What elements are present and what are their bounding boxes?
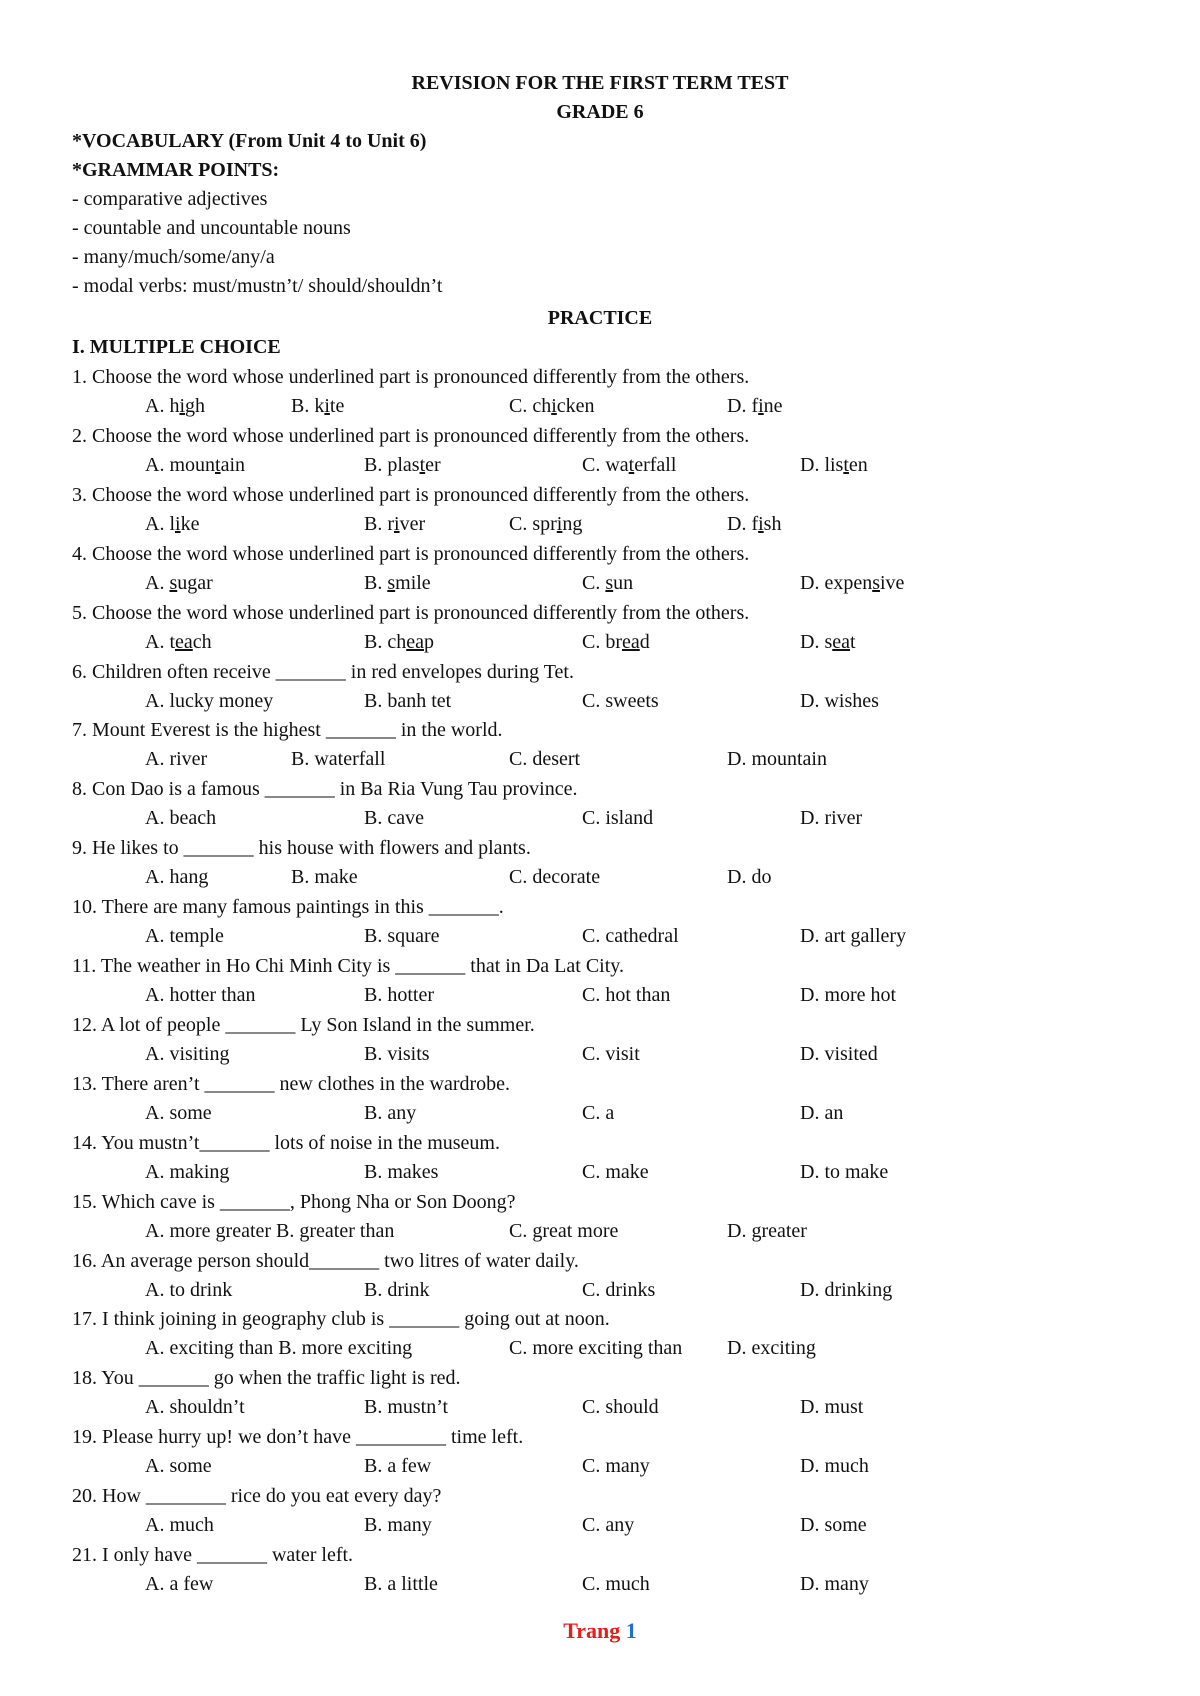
option-text: C. should	[582, 1396, 659, 1419]
option-text: C. decorate	[509, 866, 601, 889]
option-text: B. makes	[364, 1160, 439, 1183]
option-text: t	[850, 630, 856, 653]
option-text: D. s	[800, 630, 833, 653]
answer-option[interactable]	[509, 1337, 682, 1360]
underlined-letters: ea	[175, 630, 193, 653]
answer-option[interactable]	[800, 1455, 869, 1478]
underlined-letters: ea	[622, 630, 640, 653]
answer-option[interactable]	[582, 1573, 650, 1596]
answer-option[interactable]	[364, 1455, 431, 1478]
answer-options	[0, 866, 1200, 892]
answer-options	[0, 1279, 1200, 1305]
option-text: C. drinks	[582, 1278, 656, 1301]
underlined-letters: ea	[406, 630, 424, 653]
grammar-heading: *GRAMMAR POINTS:	[72, 159, 280, 181]
option-text: C. ch	[509, 395, 552, 417]
answer-option[interactable]	[582, 454, 676, 477]
question-text: 11. The weather in Ho Chi Minh City is _______ that in Da Lat City.	[72, 955, 624, 977]
answer-option[interactable]	[364, 1279, 430, 1302]
option-text: C. hot than	[582, 984, 671, 1006]
answer-option[interactable]	[800, 925, 906, 948]
option-text: ugar	[177, 571, 213, 594]
option-text: ver	[399, 512, 426, 535]
option-text: D. many	[800, 1573, 869, 1595]
answer-options	[0, 1043, 1200, 1069]
answer-option[interactable]	[509, 513, 582, 536]
option-text: cken	[556, 395, 595, 417]
answer-option[interactable]	[364, 690, 451, 713]
option-text: A. a few	[145, 1573, 214, 1595]
option-text: A. more greater B. greater than	[145, 1219, 395, 1242]
option-text: B. make	[291, 866, 358, 889]
option-text: ne	[763, 395, 783, 417]
option-text: D. some	[800, 1514, 867, 1537]
answer-option[interactable]	[364, 1161, 438, 1184]
option-text: A. beach	[145, 807, 217, 830]
option-text: ch	[192, 630, 212, 653]
option-text: C. br	[582, 630, 622, 653]
question-text: 6. Children often receive _______ in red envelopes during Tet.	[72, 660, 574, 683]
option-text: A.	[145, 571, 170, 594]
option-text: C. a	[582, 1101, 615, 1124]
vocabulary-heading: *VOCABULARY (From Unit 4 to Unit 6)	[72, 130, 427, 152]
option-text: A. l	[145, 512, 175, 535]
answer-option[interactable]	[145, 748, 207, 771]
answer-options	[0, 748, 1200, 774]
option-text: A. visiting	[145, 1042, 230, 1065]
answer-options	[0, 1573, 1200, 1599]
answer-option[interactable]	[145, 690, 273, 713]
answer-options	[0, 1337, 1200, 1363]
option-text: D. drinking	[800, 1278, 893, 1301]
option-text: C. cathedral	[582, 925, 679, 948]
answer-option[interactable]	[145, 1573, 213, 1596]
answer-option[interactable]	[582, 572, 633, 595]
answer-options	[0, 395, 1200, 421]
answer-options	[0, 807, 1200, 833]
answer-option[interactable]	[582, 925, 679, 948]
option-text: B. waterfall	[291, 748, 386, 771]
option-text: p	[423, 630, 434, 653]
option-text: C. wa	[582, 453, 629, 476]
answer-option[interactable]	[509, 395, 595, 418]
answer-option[interactable]	[145, 1279, 232, 1302]
option-text: C. make	[582, 1160, 649, 1183]
option-text: gh	[185, 395, 206, 417]
option-text: B. hotter	[364, 984, 434, 1006]
option-text: C. many	[582, 1455, 650, 1478]
grammar-point: - many/much/some/any/a	[72, 246, 275, 268]
question-text: 10. There are many famous paintings in this _______.	[72, 896, 504, 919]
answer-option[interactable]	[291, 748, 385, 771]
answer-option[interactable]	[582, 1396, 659, 1419]
answer-option[interactable]	[582, 690, 659, 713]
underlined-letters: ea	[832, 630, 850, 653]
answer-options	[0, 1514, 1200, 1540]
option-text: C. spr	[509, 512, 557, 535]
option-text: d	[639, 630, 650, 653]
answer-options	[0, 513, 1200, 539]
option-text: B. plas	[364, 453, 420, 476]
answer-option[interactable]	[364, 513, 425, 536]
answer-option[interactable]	[364, 1396, 448, 1419]
page-footer	[0, 1618, 1200, 1644]
option-text: te	[329, 395, 345, 417]
option-text: A. h	[145, 395, 180, 417]
option-text: erfall	[634, 453, 677, 476]
answer-option[interactable]	[582, 631, 650, 654]
option-text: A. shouldn’t	[145, 1396, 245, 1419]
underlined-letters: i	[556, 512, 563, 535]
question-text: 18. You _______ go when the traffic light is red.	[72, 1367, 461, 1390]
answer-option[interactable]	[727, 748, 827, 771]
option-text: B. drink	[364, 1278, 430, 1301]
question-text: 3. Choose the word whose underlined part is pronounced differently from the others.	[72, 483, 750, 506]
answer-option[interactable]	[145, 454, 245, 477]
question-text: 8. Con Dao is a famous _______ in Ba Ria Vung Tau province.	[72, 778, 578, 801]
answer-options	[0, 1161, 1200, 1187]
section-heading: I. MULTIPLE CHOICE	[72, 336, 281, 358]
answer-option[interactable]	[582, 1455, 650, 1478]
option-text: B. any	[364, 1101, 417, 1124]
answer-option[interactable]	[364, 572, 431, 595]
option-text: A. hang	[145, 866, 209, 889]
answer-option[interactable]	[509, 866, 600, 889]
answer-option[interactable]	[145, 1396, 245, 1419]
answer-option[interactable]	[145, 1514, 214, 1537]
answer-option[interactable]	[727, 513, 781, 536]
question-text: 12. A lot of people _______ Ly Son Island in the summer.	[72, 1013, 535, 1036]
underlined-letters: i	[758, 512, 764, 535]
option-text: D. lis	[800, 453, 844, 476]
answer-option[interactable]	[364, 984, 434, 1007]
underlined-letters: i	[179, 395, 186, 417]
answer-option[interactable]	[145, 1102, 212, 1125]
answer-option[interactable]	[582, 1102, 614, 1125]
question-text: 13. There aren’t _______ new clothes in the wardrobe.	[72, 1072, 511, 1095]
answer-option[interactable]	[582, 1279, 655, 1302]
answer-option[interactable]	[145, 513, 199, 536]
answer-options	[0, 1396, 1200, 1422]
option-text: B. many	[364, 1514, 432, 1537]
document-title: REVISION FOR THE FIRST TERM TEST	[411, 72, 789, 94]
answer-option[interactable]	[800, 1573, 869, 1596]
option-text: C. island	[582, 807, 654, 830]
option-text: A. some	[145, 1455, 212, 1478]
underlined-letters: i	[758, 395, 764, 417]
answer-options	[0, 572, 1200, 598]
option-text: B. mustn’t	[364, 1396, 449, 1419]
answer-options	[0, 631, 1200, 657]
answer-option[interactable]	[800, 807, 862, 830]
answer-option[interactable]	[364, 1573, 438, 1596]
option-text: A. river	[145, 748, 208, 771]
option-text: A. lucky money	[145, 689, 274, 712]
answer-option[interactable]	[145, 984, 256, 1007]
option-text: A. moun	[145, 453, 215, 476]
answer-option[interactable]	[364, 1102, 416, 1125]
option-text: D. visited	[800, 1042, 878, 1065]
question-text: 9. He likes to _______ his house with flowers and plants.	[72, 837, 531, 860]
answer-options	[0, 454, 1200, 480]
answer-option[interactable]	[582, 1161, 649, 1184]
option-text: mile	[395, 571, 431, 594]
option-text: D. river	[800, 807, 863, 830]
answer-option[interactable]	[145, 807, 216, 830]
footer-page-word: Trang	[563, 1618, 626, 1643]
answer-option[interactable]	[291, 395, 344, 418]
option-text: D. art gallery	[800, 925, 907, 948]
option-text: er	[425, 453, 441, 476]
option-text: C. visit	[582, 1042, 640, 1065]
option-text: ng	[562, 512, 583, 535]
answer-options	[0, 925, 1200, 951]
answer-options	[0, 984, 1200, 1010]
grammar-point: - comparative adjectives	[72, 188, 268, 210]
underlined-letters: s	[169, 571, 178, 594]
answer-option[interactable]	[145, 925, 224, 948]
option-text: B. k	[291, 395, 325, 417]
answer-option[interactable]	[727, 866, 771, 889]
answer-options	[0, 1102, 1200, 1128]
underlined-letters: s	[605, 571, 614, 594]
question-text: 15. Which cave is _______, Phong Nha or Son Doong?	[72, 1190, 516, 1213]
underlined-letters: t	[843, 453, 849, 476]
grammar-point: - countable and uncountable nouns	[72, 217, 351, 239]
answer-options	[0, 690, 1200, 716]
option-text: B.	[364, 571, 388, 594]
answer-option[interactable]	[364, 454, 441, 477]
answer-option[interactable]	[800, 1396, 863, 1419]
answer-option[interactable]	[582, 1043, 640, 1066]
underlined-letters: s	[387, 571, 396, 594]
option-text: ain	[220, 453, 245, 476]
answer-option[interactable]	[145, 1043, 229, 1066]
answer-option[interactable]	[509, 1220, 618, 1243]
answer-option[interactable]	[145, 1161, 229, 1184]
option-text: A. making	[145, 1160, 230, 1183]
question-text: 7. Mount Everest is the highest _______ in the world.	[72, 719, 503, 742]
answer-option[interactable]	[800, 454, 868, 477]
underlined-letters: s	[872, 571, 880, 594]
option-text: D. wishes	[800, 689, 879, 712]
answer-option[interactable]	[364, 631, 434, 654]
underlined-letters: t	[628, 453, 635, 476]
option-text: D. greater	[727, 1219, 807, 1242]
answer-option[interactable]	[364, 1043, 430, 1066]
answer-option[interactable]	[364, 807, 424, 830]
option-text: D. to make	[800, 1160, 889, 1183]
option-text: B. square	[364, 925, 440, 948]
answer-option[interactable]	[145, 1220, 394, 1243]
option-text: D. much	[800, 1455, 869, 1478]
question-text: 2. Choose the word whose underlined part is pronounced differently from the others.	[72, 424, 750, 447]
answer-option[interactable]	[509, 748, 580, 771]
answer-option[interactable]	[582, 807, 653, 830]
footer-page-number: 1	[625, 1618, 637, 1643]
underlined-letters: i	[394, 512, 400, 535]
option-text: C. more exciting than	[509, 1337, 683, 1360]
question-text: 20. How ________ rice do you eat every day?	[72, 1485, 442, 1508]
option-text: B. visits	[364, 1042, 430, 1065]
grammar-point: - modal verbs: must/mustn’t/ should/shouldn’t	[72, 275, 443, 297]
option-text: B. a few	[364, 1455, 432, 1478]
option-text: C.	[582, 571, 606, 594]
option-text: C. sweets	[582, 689, 659, 712]
question-text: 19. Please hurry up! we don’t have _________ time left.	[72, 1426, 524, 1449]
option-text: A. t	[145, 630, 175, 653]
option-text: D. mountain	[727, 748, 827, 771]
option-text: D. must	[800, 1396, 864, 1419]
answer-option[interactable]	[364, 925, 440, 948]
option-text: A. some	[145, 1101, 212, 1124]
option-text: A. exciting than B. more exciting	[145, 1337, 413, 1360]
option-text: un	[613, 571, 634, 594]
option-text: C. any	[582, 1514, 635, 1537]
option-text: D. f	[727, 395, 759, 417]
question-text: 16. An average person should_______ two litres of water daily.	[72, 1249, 579, 1272]
question-text: 4. Choose the word whose underlined part is pronounced differently from the others.	[72, 542, 750, 565]
question-text: 21. I only have _______ water left.	[72, 1544, 354, 1566]
answer-option[interactable]	[800, 1161, 888, 1184]
answer-option[interactable]	[727, 1220, 807, 1243]
answer-option[interactable]	[800, 690, 879, 713]
grade-heading: GRADE 6	[556, 101, 644, 123]
question-text: 17. I think joining in geography club is _______ going out at noon.	[72, 1308, 610, 1331]
option-text: en	[848, 453, 868, 476]
option-text: D. more hot	[800, 984, 897, 1006]
answer-option[interactable]	[800, 572, 904, 595]
option-text: C. much	[582, 1573, 650, 1595]
answer-option[interactable]	[727, 395, 783, 418]
option-text: ive	[880, 571, 905, 594]
answer-option[interactable]	[800, 1102, 843, 1125]
answer-option[interactable]	[800, 1279, 892, 1302]
option-text: D. exciting	[727, 1337, 816, 1360]
answer-option[interactable]	[800, 984, 896, 1007]
answer-option[interactable]	[582, 1514, 634, 1537]
option-text: A. temple	[145, 925, 224, 948]
answer-option[interactable]	[145, 1455, 212, 1478]
option-text: B. a little	[364, 1573, 438, 1595]
option-text: A. much	[145, 1514, 214, 1537]
option-text: D. an	[800, 1101, 844, 1124]
option-text: C. desert	[509, 748, 581, 771]
answer-option[interactable]	[727, 1337, 816, 1360]
answer-option[interactable]	[145, 1337, 412, 1360]
answer-option[interactable]	[800, 1514, 867, 1537]
option-text: B. ch	[364, 630, 407, 653]
underlined-letters: i	[324, 395, 330, 417]
answer-option[interactable]	[800, 1043, 878, 1066]
option-text: ke	[180, 512, 200, 535]
answer-option[interactable]	[582, 984, 670, 1007]
option-text: B. banh tet	[364, 689, 452, 712]
option-text: B. r	[364, 512, 394, 535]
answer-option[interactable]	[364, 1514, 432, 1537]
practice-heading: PRACTICE	[547, 307, 653, 329]
option-text: A. hotter than	[145, 984, 256, 1006]
option-text: sh	[763, 512, 782, 535]
option-text: A. to drink	[145, 1278, 233, 1301]
answer-option[interactable]	[291, 866, 358, 889]
answer-options	[0, 1220, 1200, 1246]
answer-options	[0, 1455, 1200, 1481]
underlined-letters: i	[175, 512, 181, 535]
question-text: 5. Choose the word whose underlined part is pronounced differently from the others.	[72, 601, 750, 624]
answer-option[interactable]	[145, 395, 205, 418]
option-text: D. f	[727, 512, 759, 535]
question-text: 1. Choose the word whose underlined part is pronounced differently from the others.	[72, 366, 750, 388]
answer-option[interactable]	[145, 572, 213, 595]
underlined-letters: i	[551, 395, 557, 417]
underlined-letters: t	[215, 453, 221, 476]
answer-option[interactable]	[145, 631, 212, 654]
option-text: D. expen	[800, 571, 873, 594]
option-text: C. great more	[509, 1219, 619, 1242]
option-text: B. cave	[364, 807, 424, 830]
option-text: D. do	[727, 866, 772, 889]
answer-option[interactable]	[145, 866, 208, 889]
underlined-letters: t	[419, 453, 426, 476]
question-text: 14. You mustn’t_______ lots of noise in the museum.	[72, 1131, 500, 1154]
answer-option[interactable]	[800, 631, 856, 654]
